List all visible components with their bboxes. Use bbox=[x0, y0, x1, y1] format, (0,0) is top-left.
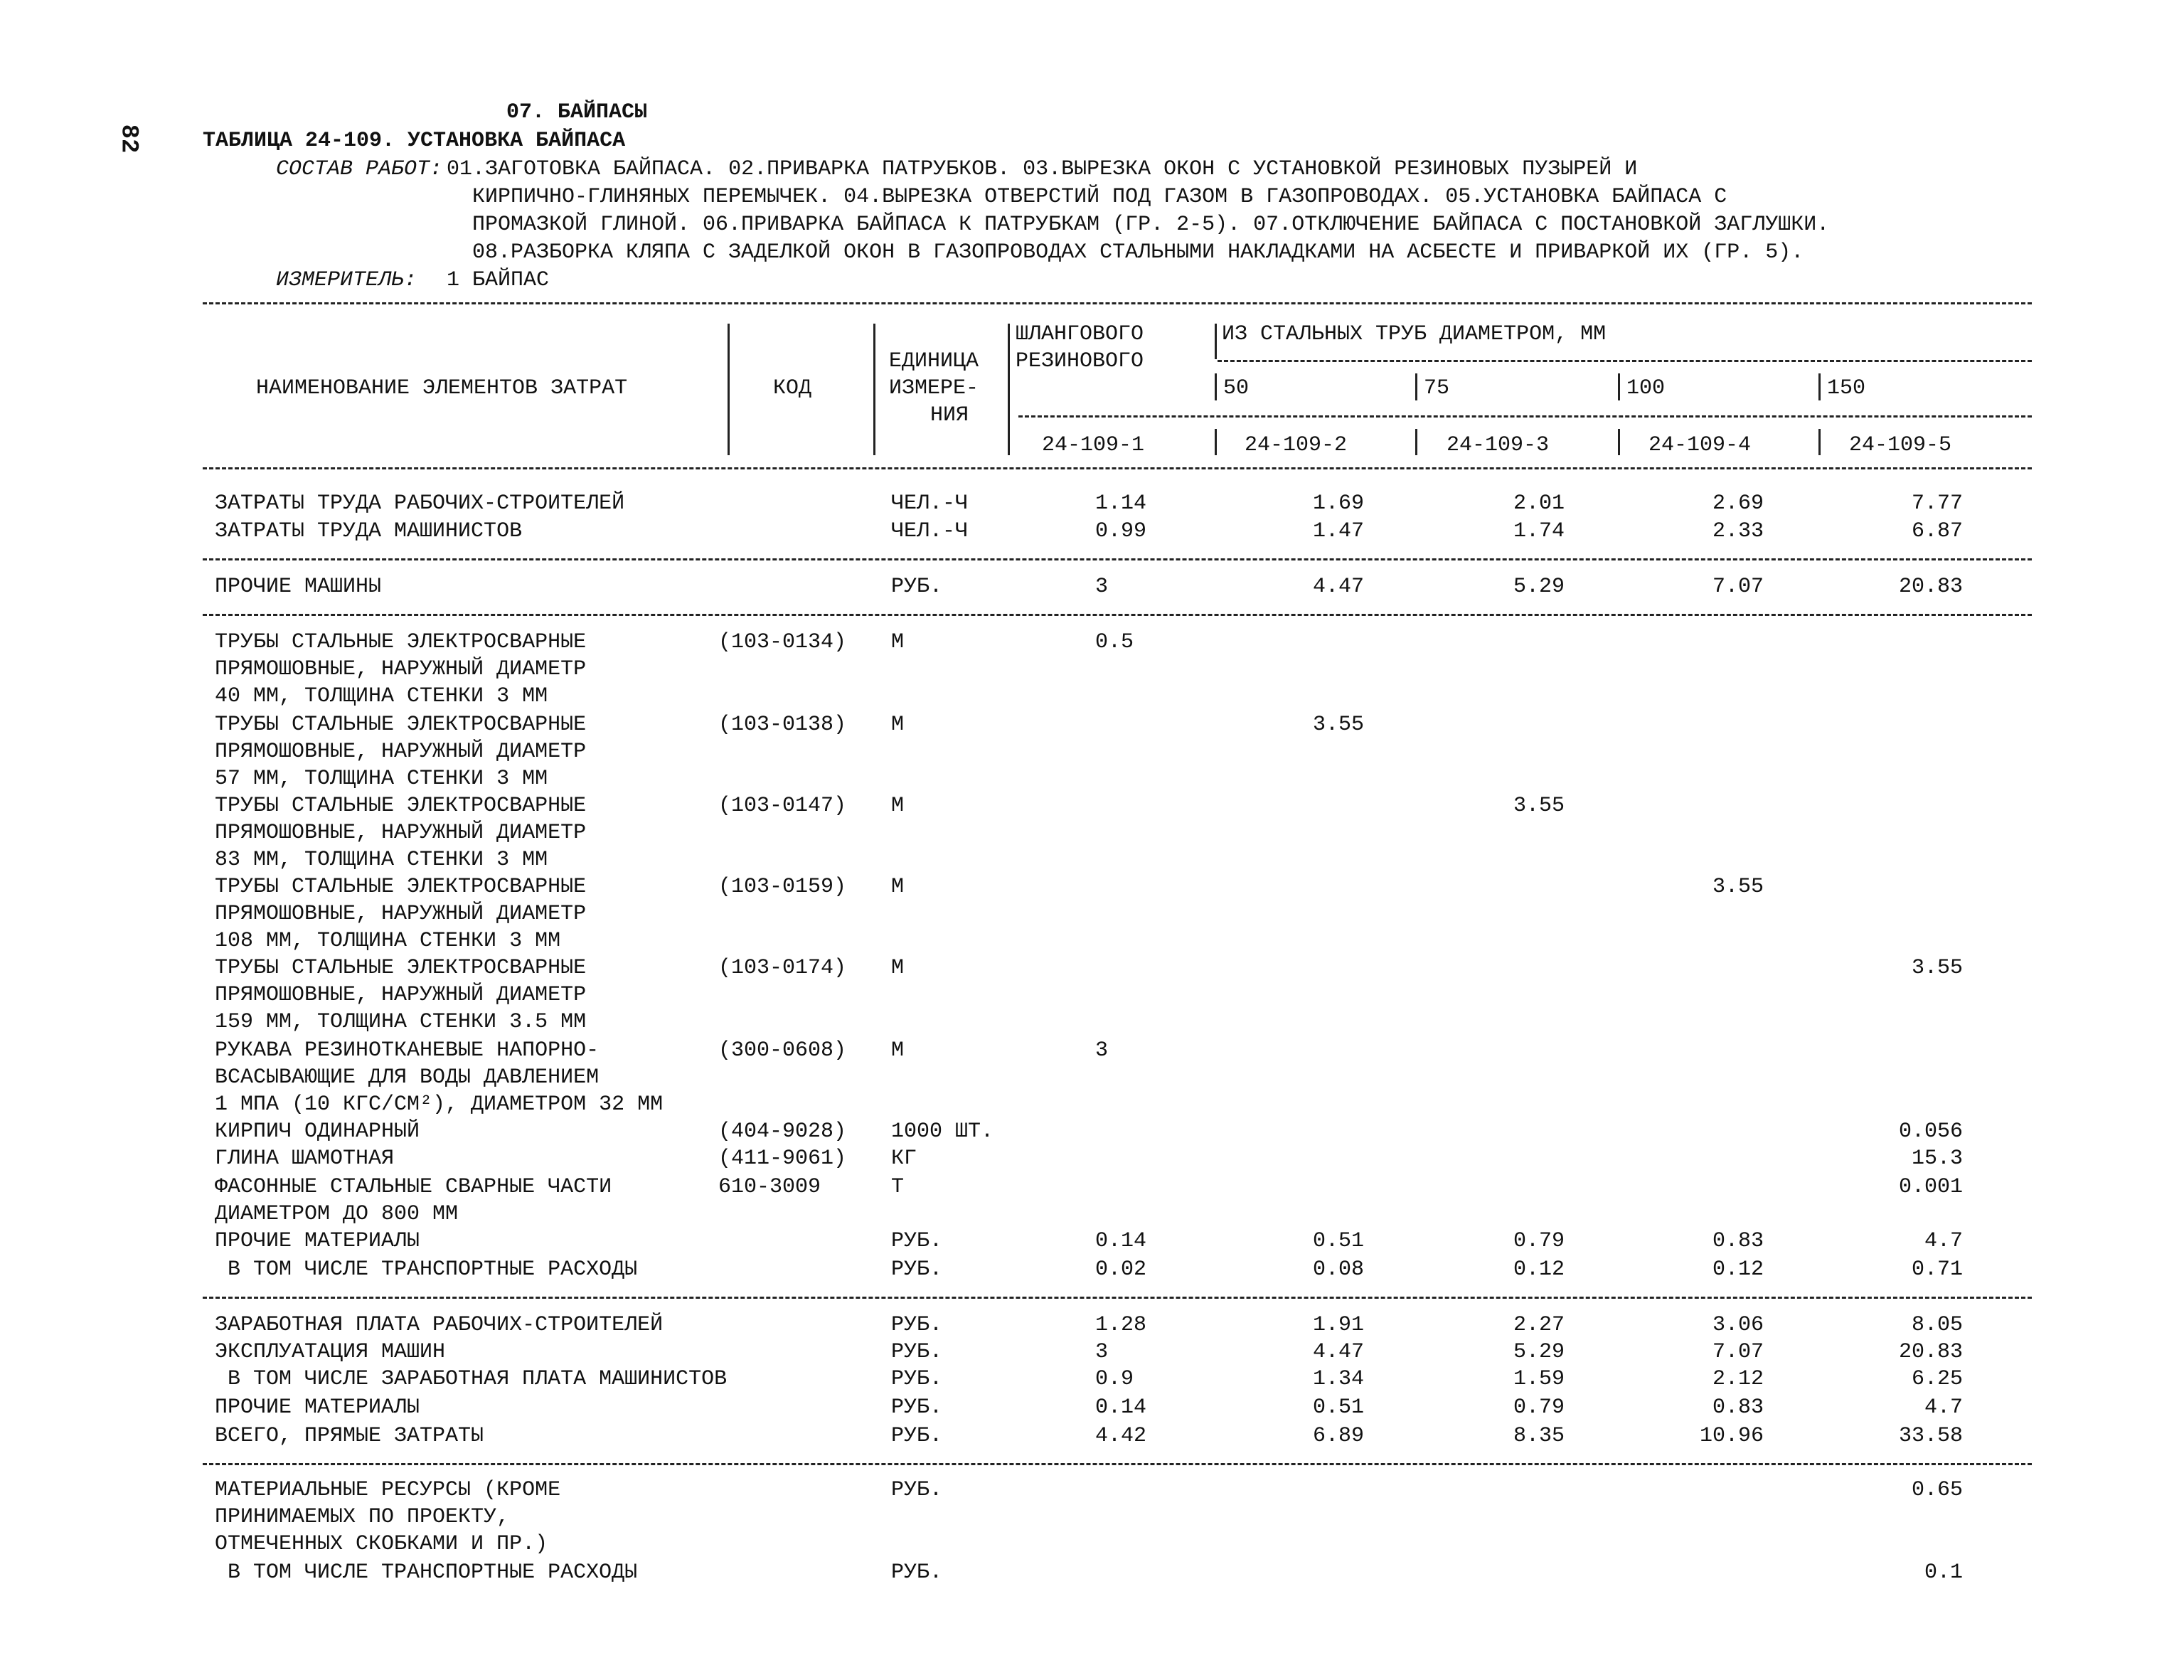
row-name: ПРОЧИЕ МАТЕРИАЛЫ bbox=[215, 1229, 420, 1253]
row-unit: ЧЕЛ.-Ч bbox=[891, 519, 969, 543]
row-value: 4.42 bbox=[1095, 1424, 1147, 1448]
work-label: СОСТАВ РАБОТ: bbox=[276, 157, 443, 181]
row-value: 0.5 bbox=[1095, 630, 1134, 654]
row-name: 1 МПА (10 КГС/СМ²), ДИАМЕТРОМ 32 ММ bbox=[215, 1092, 664, 1117]
header-code: 24-109-1 bbox=[1042, 433, 1145, 457]
column-divider bbox=[1415, 373, 1417, 400]
header-code-col: КОД bbox=[773, 376, 812, 400]
row-name: ТРУБЫ СТАЛЬНЫЕ ЭЛЕКТРОСВАРНЫЕ bbox=[215, 956, 587, 980]
row-name: ПРЯМОШОВНЫЕ, НАРУЖНЫЙ ДИАМЕТР bbox=[215, 821, 587, 845]
measure-label: ИЗМЕРИТЕЛЬ: bbox=[276, 268, 417, 292]
row-value: 3.06 bbox=[1712, 1313, 1764, 1337]
row-value: 10.96 bbox=[1699, 1424, 1764, 1448]
row-value: 3 bbox=[1095, 1340, 1109, 1364]
row-name: ПРЯМОШОВНЫЕ, НАРУЖНЫЙ ДИАМЕТР bbox=[215, 740, 587, 764]
header-unit-line: НИЯ bbox=[930, 403, 969, 427]
header-unit-line: ЕДИНИЦА bbox=[889, 349, 979, 373]
row-unit: М bbox=[891, 713, 905, 737]
row-value: 4.7 bbox=[1924, 1395, 1963, 1420]
rule bbox=[203, 467, 2032, 469]
header-diameter: 100 bbox=[1626, 376, 1666, 400]
rule bbox=[203, 1463, 2032, 1465]
row-code: (404-9028) bbox=[718, 1120, 847, 1144]
row-unit: РУБ. bbox=[891, 1229, 943, 1253]
column-divider bbox=[1215, 324, 1217, 359]
row-value: 1.59 bbox=[1513, 1367, 1565, 1391]
column-divider bbox=[1818, 373, 1821, 400]
section-title: 07. БАЙПАСЫ bbox=[506, 100, 648, 124]
row-value: 0.71 bbox=[1911, 1258, 1963, 1282]
header-name-col: НАИМЕНОВАНИЕ ЭЛЕМЕНТОВ ЗАТРАТ bbox=[256, 376, 628, 400]
row-name: ВСАСЫВАЮЩИЕ ДЛЯ ВОДЫ ДАВЛЕНИЕМ bbox=[215, 1065, 600, 1090]
rule bbox=[203, 1297, 2032, 1299]
work-line: ПРОМАЗКОЙ ГЛИНОЙ. 06.ПРИВАРКА БАЙПАСА К ПАТРУБКАМ (ГР. 2-5). 07.ОТКЛЮЧЕНИЕ БАЙПАСА С ПОСТАНОВКОЙ ЗАГЛУШКИ. bbox=[472, 213, 1830, 237]
row-value: 1.91 bbox=[1312, 1313, 1364, 1337]
row-value: 0.83 bbox=[1712, 1229, 1764, 1253]
column-divider bbox=[1618, 373, 1620, 400]
column-divider bbox=[728, 324, 730, 455]
row-value: 6.89 bbox=[1312, 1424, 1364, 1448]
row-value: 1.69 bbox=[1312, 491, 1364, 516]
row-value: 0.79 bbox=[1513, 1229, 1565, 1253]
row-unit: М bbox=[891, 1038, 905, 1063]
row-value: 33.58 bbox=[1898, 1424, 1963, 1448]
column-divider bbox=[1215, 373, 1217, 400]
row-code: (300-0608) bbox=[718, 1038, 847, 1063]
row-code: (103-0159) bbox=[718, 875, 847, 899]
row-name: В ТОМ ЧИСЛЕ ЗАРАБОТНАЯ ПЛАТА МАШИНИСТОВ bbox=[215, 1367, 728, 1391]
row-name: ПРЯМОШОВНЫЕ, НАРУЖНЫЙ ДИАМЕТР bbox=[215, 983, 587, 1007]
row-unit: РУБ. bbox=[891, 1395, 943, 1420]
row-unit: М bbox=[891, 875, 905, 899]
row-value: 6.25 bbox=[1911, 1367, 1963, 1391]
row-code: (103-0147) bbox=[718, 794, 847, 818]
row-name: РУКАВА РЕЗИНОТКАНЕВЫЕ НАПОРНО- bbox=[215, 1038, 600, 1063]
row-value: 2.33 bbox=[1712, 519, 1764, 543]
rule bbox=[203, 558, 2032, 560]
row-value: 0.08 bbox=[1312, 1258, 1364, 1282]
row-value: 8.05 bbox=[1911, 1313, 1963, 1337]
row-name: ТРУБЫ СТАЛЬНЫЕ ЭЛЕКТРОСВАРНЫЕ bbox=[215, 794, 587, 818]
row-name: ПРОЧИЕ МАТЕРИАЛЫ bbox=[215, 1395, 420, 1420]
column-divider bbox=[873, 324, 875, 455]
header-diameter: 75 bbox=[1424, 376, 1450, 400]
row-value: 3.55 bbox=[1911, 956, 1963, 980]
row-value: 0.65 bbox=[1911, 1478, 1963, 1502]
header-diameter: 50 bbox=[1223, 376, 1250, 400]
row-unit: РУБ. bbox=[891, 1424, 943, 1448]
row-name: ОТМЕЧЕННЫХ СКОБКАМИ И ПР.) bbox=[215, 1532, 548, 1556]
column-divider bbox=[1415, 429, 1417, 455]
row-name: 108 ММ, ТОЛЩИНА СТЕНКИ 3 ММ bbox=[215, 929, 561, 953]
row-value: 0.99 bbox=[1095, 519, 1147, 543]
row-value: 20.83 bbox=[1898, 575, 1963, 599]
row-unit: РУБ. bbox=[891, 1340, 943, 1364]
header-hose-line: ШЛАНГОВОГО bbox=[1016, 322, 1144, 346]
rule bbox=[203, 302, 2032, 304]
row-name: ПРЯМОШОВНЫЕ, НАРУЖНЫЙ ДИАМЕТР bbox=[215, 657, 587, 681]
row-value: 3 bbox=[1095, 1038, 1109, 1063]
row-value: 0.83 bbox=[1712, 1395, 1764, 1420]
row-name: 57 ММ, ТОЛЩИНА СТЕНКИ 3 ММ bbox=[215, 767, 548, 791]
row-value: 2.69 bbox=[1712, 491, 1764, 516]
row-name: ЗАТРАТЫ ТРУДА МАШИНИСТОВ bbox=[215, 519, 523, 543]
row-unit: М bbox=[891, 956, 905, 980]
row-value: 1.47 bbox=[1312, 519, 1364, 543]
column-divider bbox=[1008, 324, 1010, 455]
row-unit: ЧЕЛ.-Ч bbox=[891, 491, 969, 516]
row-name: ЗАТРАТЫ ТРУДА РАБОЧИХ-СТРОИТЕЛЕЙ bbox=[215, 491, 625, 516]
row-name: ПРОЧИЕ МАШИНЫ bbox=[215, 575, 382, 599]
rule bbox=[203, 614, 2032, 616]
row-unit: РУБ. bbox=[891, 1313, 943, 1337]
row-value: 2.01 bbox=[1513, 491, 1565, 516]
row-value: 1.28 bbox=[1095, 1313, 1147, 1337]
column-divider bbox=[1215, 429, 1217, 455]
work-line: 08.РАЗБОРКА КЛЯПА С ЗАДЕЛКОЙ ОКОН В ГАЗОПРОВОДАХ СТАЛЬНЫМИ НАКЛАДКАМИ НА АСБЕСТЕ И ПРИВАРКОЙ ИХ (ГР. 5). bbox=[472, 240, 1804, 265]
rule bbox=[1018, 415, 2032, 418]
row-value: 5.29 bbox=[1513, 1340, 1565, 1364]
row-code: (103-0134) bbox=[718, 630, 847, 654]
row-name: ПРИНИМАЕМЫХ ПО ПРОЕКТУ, bbox=[215, 1505, 510, 1529]
row-code: (103-0138) bbox=[718, 713, 847, 737]
row-code: (411-9061) bbox=[718, 1147, 847, 1171]
row-value: 0.14 bbox=[1095, 1229, 1147, 1253]
row-name: КИРПИЧ ОДИНАРНЫЙ bbox=[215, 1120, 420, 1144]
row-value: 3.55 bbox=[1513, 794, 1565, 818]
row-value: 8.35 bbox=[1513, 1424, 1565, 1448]
row-unit: РУБ. bbox=[891, 1258, 943, 1282]
header-diameter: 150 bbox=[1827, 376, 1866, 400]
rule bbox=[1218, 360, 2032, 362]
page-number: 82 bbox=[114, 124, 142, 154]
row-code: (103-0174) bbox=[718, 956, 847, 980]
row-value: 15.3 bbox=[1911, 1147, 1963, 1171]
row-unit: 1000 ШТ. bbox=[891, 1120, 994, 1144]
row-unit: М bbox=[891, 630, 905, 654]
column-divider bbox=[1818, 429, 1821, 455]
row-value: 1.74 bbox=[1513, 519, 1565, 543]
row-name: ЗАРАБОТНАЯ ПЛАТА РАБОЧИХ-СТРОИТЕЛЕЙ bbox=[215, 1313, 664, 1337]
row-unit: Т bbox=[891, 1175, 905, 1199]
row-name: 40 ММ, ТОЛЩИНА СТЕНКИ 3 ММ bbox=[215, 684, 548, 708]
row-value: 4.7 bbox=[1924, 1229, 1963, 1253]
row-name: ЭКСПЛУАТАЦИЯ МАШИН bbox=[215, 1340, 446, 1364]
row-unit: КГ bbox=[891, 1147, 917, 1171]
row-value: 2.27 bbox=[1513, 1313, 1565, 1337]
work-line: КИРПИЧНО-ГЛИНЯНЫХ ПЕРЕМЫЧЕК. 04.ВЫРЕЗКА ОТВЕРСТИЙ ПОД ГАЗОМ В ГАЗОПРОВОДАХ. 05.УСТАНОВКА БАЙПАСА С bbox=[472, 185, 1727, 209]
row-value: 7.07 bbox=[1712, 575, 1764, 599]
row-name: ДИАМЕТРОМ ДО 800 ММ bbox=[215, 1202, 459, 1226]
row-value: 4.47 bbox=[1312, 575, 1364, 599]
row-value: 0.9 bbox=[1095, 1367, 1134, 1391]
row-name: ТРУБЫ СТАЛЬНЫЕ ЭЛЕКТРОСВАРНЫЕ bbox=[215, 713, 587, 737]
row-unit: РУБ. bbox=[891, 575, 943, 599]
row-unit: РУБ. bbox=[891, 1478, 943, 1502]
row-value: 4.47 bbox=[1312, 1340, 1364, 1364]
row-name: ТРУБЫ СТАЛЬНЫЕ ЭЛЕКТРОСВАРНЫЕ bbox=[215, 875, 587, 899]
row-value: 0.51 bbox=[1312, 1229, 1364, 1253]
row-value: 0.1 bbox=[1924, 1561, 1963, 1585]
header-code: 24-109-5 bbox=[1849, 433, 1952, 457]
row-value: 1.14 bbox=[1095, 491, 1147, 516]
work-line: 01.ЗАГОТОВКА БАЙПАСА. 02.ПРИВАРКА ПАТРУБКОВ. 03.ВЫРЕЗКА ОКОН С УСТАНОВКОЙ РЕЗИНОВЫХ ПУЗЫРЕЙ И bbox=[447, 157, 1638, 181]
row-value: 3 bbox=[1095, 575, 1109, 599]
row-name: ФАСОННЫЕ СТАЛЬНЫЕ СВАРНЫЕ ЧАСТИ bbox=[215, 1175, 612, 1199]
row-value: 6.87 bbox=[1911, 519, 1963, 543]
row-value: 7.77 bbox=[1911, 491, 1963, 516]
row-value: 0.02 bbox=[1095, 1258, 1147, 1282]
row-value: 0.12 bbox=[1712, 1258, 1764, 1282]
row-value: 0.79 bbox=[1513, 1395, 1565, 1420]
header-code: 24-109-4 bbox=[1648, 433, 1752, 457]
row-value: 0.001 bbox=[1898, 1175, 1963, 1199]
row-value: 0.056 bbox=[1898, 1120, 1963, 1144]
row-name: ГЛИНА ШАМОТНАЯ bbox=[215, 1147, 395, 1171]
row-name: ПРЯМОШОВНЫЕ, НАРУЖНЫЙ ДИАМЕТР bbox=[215, 902, 587, 926]
row-name: МАТЕРИАЛЬНЫЕ РЕСУРСЫ (КРОМЕ bbox=[215, 1478, 561, 1502]
row-unit: М bbox=[891, 794, 905, 818]
header-steel-group: ИЗ СТАЛЬНЫХ ТРУБ ДИАМЕТРОМ, ММ bbox=[1222, 322, 1607, 346]
row-value: 7.07 bbox=[1712, 1340, 1764, 1364]
row-value: 0.12 bbox=[1513, 1258, 1565, 1282]
row-name: В ТОМ ЧИСЛЕ ТРАНСПОРТНЫЕ РАСХОДЫ bbox=[215, 1258, 638, 1282]
measure-value: 1 БАЙПАС bbox=[447, 268, 550, 292]
row-value: 5.29 bbox=[1513, 575, 1565, 599]
row-value: 0.51 bbox=[1312, 1395, 1364, 1420]
row-name: ВСЕГО, ПРЯМЫЕ ЗАТРАТЫ bbox=[215, 1424, 484, 1448]
header-code: 24-109-3 bbox=[1447, 433, 1550, 457]
row-code: 610-3009 bbox=[718, 1175, 821, 1199]
row-value: 3.55 bbox=[1312, 713, 1364, 737]
row-value: 20.83 bbox=[1898, 1340, 1963, 1364]
row-unit: РУБ. bbox=[891, 1561, 943, 1585]
row-value: 2.12 bbox=[1712, 1367, 1764, 1391]
row-unit: РУБ. bbox=[891, 1367, 943, 1391]
row-value: 3.55 bbox=[1712, 875, 1764, 899]
header-unit-line: ИЗМЕРЕ- bbox=[889, 376, 979, 400]
row-value: 1.34 bbox=[1312, 1367, 1364, 1391]
row-name: 83 ММ, ТОЛЩИНА СТЕНКИ 3 ММ bbox=[215, 848, 548, 872]
row-name: 159 ММ, ТОЛЩИНА СТЕНКИ 3.5 ММ bbox=[215, 1010, 587, 1034]
header-hose-line: РЕЗИНОВОГО bbox=[1016, 349, 1144, 373]
header-code: 24-109-2 bbox=[1245, 433, 1348, 457]
table-title: ТАБЛИЦА 24-109. УСТАНОВКА БАЙПАСА bbox=[203, 129, 626, 153]
row-value: 0.14 bbox=[1095, 1395, 1147, 1420]
column-divider bbox=[1618, 429, 1620, 455]
row-name: ТРУБЫ СТАЛЬНЫЕ ЭЛЕКТРОСВАРНЫЕ bbox=[215, 630, 587, 654]
row-name: В ТОМ ЧИСЛЕ ТРАНСПОРТНЫЕ РАСХОДЫ bbox=[215, 1561, 638, 1585]
